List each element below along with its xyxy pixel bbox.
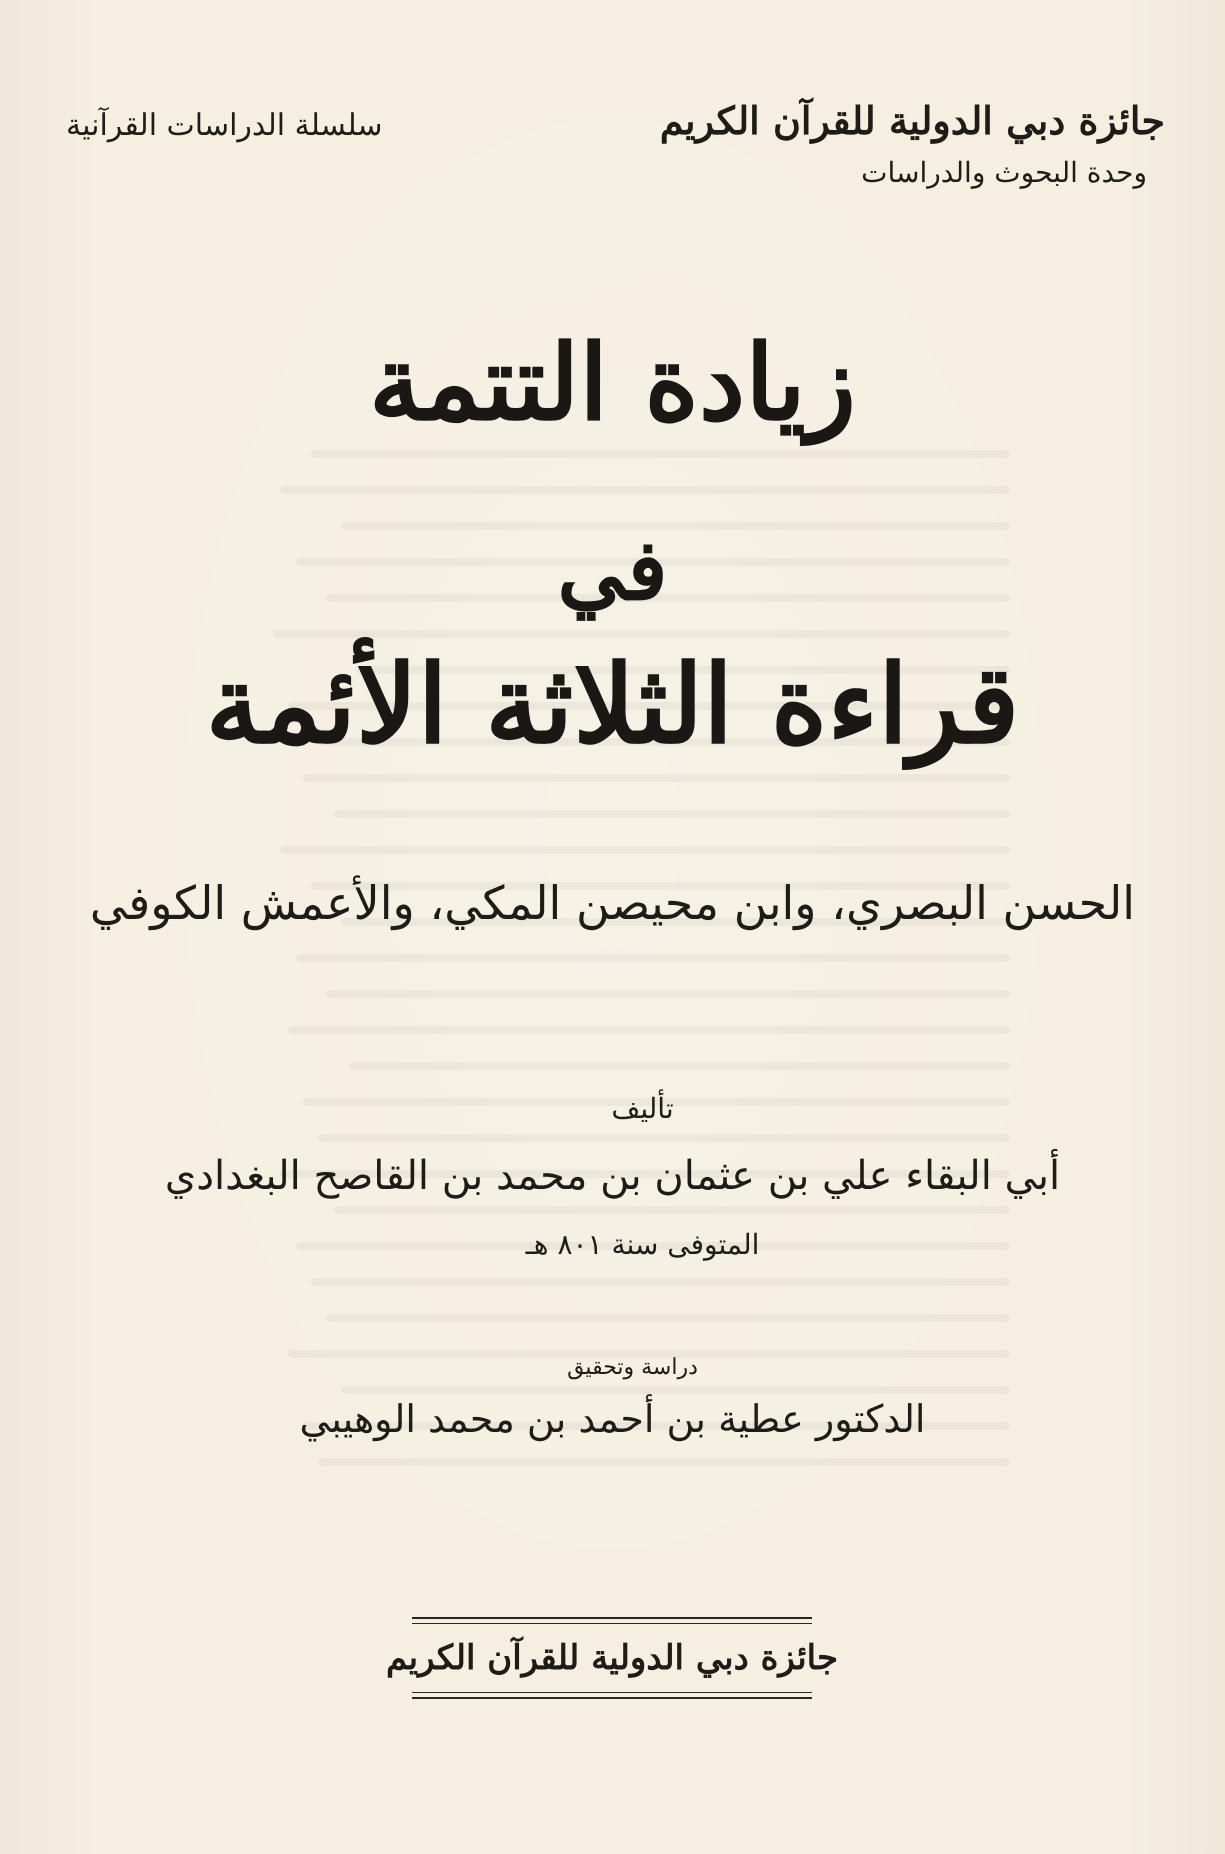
organization-name: جائزة دبي الدولية للقرآن الكريم [659, 98, 1165, 143]
editor-name: الدكتور عطية بن أحمد بن محمد الوهيبي [299, 1397, 926, 1441]
series-name: سلسلة الدراسات القرآنية [66, 108, 383, 143]
publisher-footer [385, 1617, 839, 1699]
study-and-edit-label: دراسة وتحقيق [567, 1355, 698, 1380]
research-unit-name: وحدة البحوث والدراسات [861, 155, 1147, 189]
book-subtitle: الحسن البصري، وابن محيصن المكي، والأعمش الكوفي [89, 876, 1136, 930]
header-series-block [66, 108, 486, 144]
book-title-line-2: في [557, 520, 668, 619]
authored-by-label: تأليف [611, 1092, 674, 1125]
book-title-line-3: قراءة الثلاثة الأئمة [205, 642, 1020, 768]
author-death-year: المتوفى سنة ٨٠١ هـ [525, 1228, 760, 1261]
author-name: أبي البقاء علي بن عثمان بن محمد بن القاصح البغدادي [164, 1153, 1061, 1199]
header-organization-block [659, 98, 1165, 189]
publisher-name: جائزة دبي الدولية للقرآن الكريم [385, 1638, 839, 1678]
book-title-line-1: زيادة التتمة [368, 321, 857, 444]
